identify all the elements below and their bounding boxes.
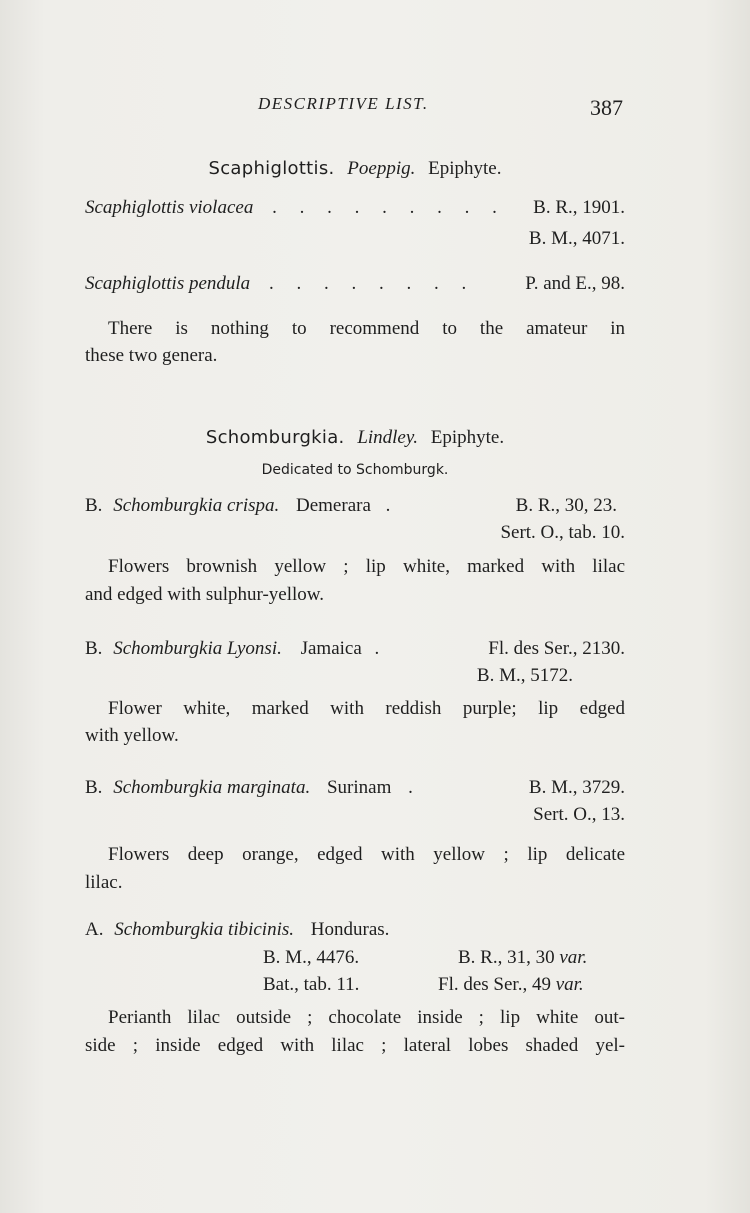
reference: Sert. O., tab. 10. [500, 522, 625, 543]
species-entry [85, 918, 625, 942]
reference: B. R., 30, 23. [515, 495, 617, 516]
reference [438, 973, 584, 997]
variety-mark: var. [559, 947, 588, 968]
genus-heading-scaphiglottis [85, 157, 625, 181]
note-text: There is nothing to recommend to the amateur in [108, 318, 625, 339]
dedication: Dedicated to Schomburgk. [261, 462, 449, 478]
species-name: Schomburgkia tibicinis. [114, 919, 295, 940]
description-text: Flower white, marked with reddish purple; lip edged [108, 698, 625, 719]
reference: B. M., 5172. [476, 665, 573, 686]
locality: Honduras. [310, 919, 390, 940]
variety-mark: var. [555, 974, 584, 995]
leader-dots: . [385, 495, 391, 516]
locality: Surinam [326, 777, 392, 798]
species-entry [85, 196, 625, 220]
reference [458, 946, 587, 970]
leader-dots: . . . . . . . . . [272, 197, 506, 218]
culture-letter: B. [85, 638, 103, 659]
locality: Demerara [296, 495, 371, 516]
description-text: and edged with sulphur-yellow. [85, 584, 325, 605]
reference: B. M., 3729. [528, 777, 625, 798]
reference: Sert. O., 13. [533, 804, 625, 825]
reference: B. M., 4476. [263, 947, 360, 968]
reference-text: B. R., 31, 30 [458, 947, 555, 968]
culture-letter: B. [85, 495, 103, 516]
description-text: with yellow. [85, 725, 179, 746]
species-name: Schomburgkia marginata. [113, 777, 311, 798]
reference: B. R., 1901. [533, 197, 625, 218]
species-name: Schomburgkia crispa. [113, 495, 280, 516]
species-name: Scaphiglottis pendula [85, 273, 251, 294]
genus-author: Lindley. [357, 427, 419, 448]
leader-dots: . [408, 777, 413, 798]
reference: Bat., tab. 11. [263, 974, 360, 995]
genus-name: Schomburgkia. [205, 427, 345, 448]
description-text: Flowers deep orange, edged with yellow ; lip delicate [108, 844, 625, 865]
genus-habit: Epiphyte. [428, 158, 502, 179]
locality: Jamaica [300, 638, 362, 659]
page-number: 387 [590, 95, 623, 120]
description-text: Flowers brownish yellow ; lip white, marked with lilac [108, 556, 625, 577]
genus-habit: Epiphyte. [430, 427, 505, 448]
description-text: Perianth lilac outside ; chocolate inside ; lip white out- [108, 1007, 625, 1028]
species-entry [85, 272, 625, 296]
species-entry [85, 637, 625, 661]
leader-dots: . . . . . . . . [268, 273, 476, 294]
reference: B. M., 4071. [528, 228, 625, 249]
description-text: lilac. [85, 872, 123, 893]
genus-name: Scaphiglottis. [208, 158, 335, 179]
note-text: these two genera. [85, 345, 218, 366]
leader-dots: . [374, 638, 380, 659]
culture-letter: A. [85, 919, 104, 940]
species-name: Scaphiglottis violacea [85, 197, 254, 218]
species-name: Schomburgkia Lyonsi. [113, 638, 282, 659]
reference-text: Fl. des Ser., 49 [438, 974, 551, 995]
genus-heading-schomburgkia [85, 426, 625, 450]
genus-author: Poeppig. [347, 158, 416, 179]
species-entry [85, 494, 625, 518]
species-entry [85, 776, 625, 800]
running-title: DESCRIPTIVE LIST. [258, 94, 429, 113]
culture-letter: B. [85, 777, 103, 798]
reference: Fl. des Ser., 2130. [488, 638, 625, 659]
description-text: side ; inside edged with lilac ; lateral lobes shaded yel- [85, 1035, 625, 1056]
reference: P. and E., 98. [525, 273, 625, 294]
